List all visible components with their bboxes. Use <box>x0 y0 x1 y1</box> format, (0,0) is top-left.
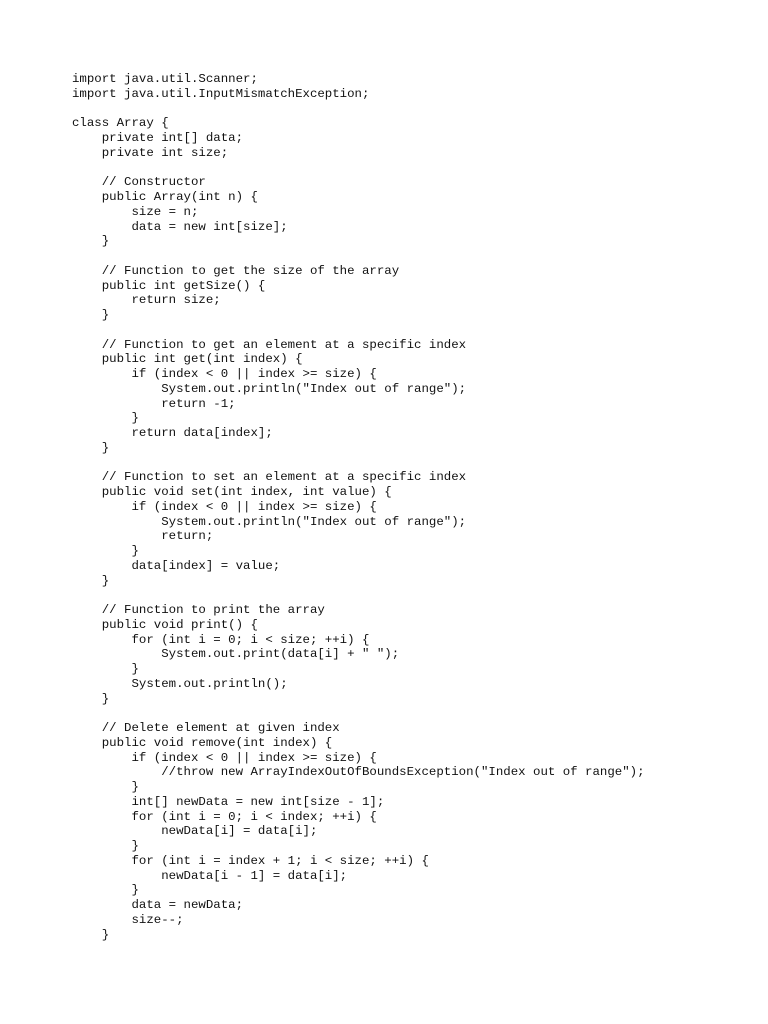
code-line: public void set(int index, int value) { <box>72 485 392 499</box>
code-line: newData[i - 1] = data[i]; <box>72 868 348 883</box>
code-line <box>72 323 752 338</box>
code-line: size = n; <box>72 204 199 219</box>
code-line: private int[] data; <box>72 131 244 145</box>
code-line: private int size; <box>72 145 229 160</box>
code-line <box>72 588 752 603</box>
code-line: System.out.println("Index out of range"); <box>72 514 467 529</box>
code-line: for (int i = index + 1; i < size; ++i) { <box>72 853 429 868</box>
code-line: if (index < 0 || index >= size) { <box>72 367 377 381</box>
code-line: System.out.println("Index out of range"); <box>72 381 467 396</box>
code-line: // Function to set an element at a specific index <box>72 470 467 485</box>
code-line: import java.util.Scanner; <box>72 72 258 86</box>
code-line: // Delete element at given index <box>72 721 340 735</box>
code-line: public int getSize() { <box>72 278 266 293</box>
code-line: return -1; <box>72 396 236 411</box>
code-line: if (index < 0 || index >= size) { <box>72 499 377 514</box>
code-line: } <box>72 234 110 249</box>
code-line: } <box>72 662 139 676</box>
code-line: } <box>72 544 139 558</box>
code-line <box>72 456 752 471</box>
code-line: } <box>72 308 110 322</box>
code-line: } <box>72 883 139 898</box>
code-line: public int get(int index) { <box>72 352 303 367</box>
code-line <box>72 249 752 264</box>
code-line: import java.util.InputMismatchException; <box>72 86 370 101</box>
code-line <box>72 102 752 117</box>
code-line: } <box>72 691 110 706</box>
code-line: return size; <box>72 293 221 308</box>
code-line: for (int i = 0; i < index; ++i) { <box>72 809 377 824</box>
code-line: public void print() { <box>72 617 258 632</box>
code-line: System.out.print(data[i] + " "); <box>72 647 400 662</box>
code-line: data = new int[size]; <box>72 219 288 234</box>
code-line: class Array { <box>72 116 169 131</box>
code-line: return; <box>72 529 214 544</box>
code-line: data = newData; <box>72 898 244 912</box>
code-line <box>72 706 752 721</box>
code-line: System.out.println(); <box>72 676 288 691</box>
code-line: size--; <box>72 912 184 927</box>
code-line: return data[index]; <box>72 426 273 440</box>
code-line: } <box>72 927 110 942</box>
code-line: // Constructor <box>72 175 206 190</box>
code-line: int[] newData = new int[size - 1]; <box>72 794 385 809</box>
code-line: data[index] = value; <box>72 558 281 573</box>
code-line: } <box>72 839 139 853</box>
code-line: // Function to print the array <box>72 603 325 617</box>
code-line: newData[i] = data[i]; <box>72 824 318 839</box>
code-line: } <box>72 780 139 794</box>
code-line <box>72 161 752 176</box>
code-listing <box>72 72 752 942</box>
code-line: //throw new ArrayIndexOutOfBoundsException("Index out of range"); <box>72 765 645 780</box>
code-line: // Function to get an element at a specific index <box>72 337 467 352</box>
code-line: } <box>72 440 110 455</box>
code-line: public void remove(int index) { <box>72 735 333 750</box>
code-line: } <box>72 411 139 426</box>
code-line: // Function to get the size of the array <box>72 263 400 278</box>
code-line: if (index < 0 || index >= size) { <box>72 750 377 765</box>
code-line: } <box>72 573 110 588</box>
code-line: for (int i = 0; i < size; ++i) { <box>72 632 370 647</box>
code-line: public Array(int n) { <box>72 190 258 204</box>
